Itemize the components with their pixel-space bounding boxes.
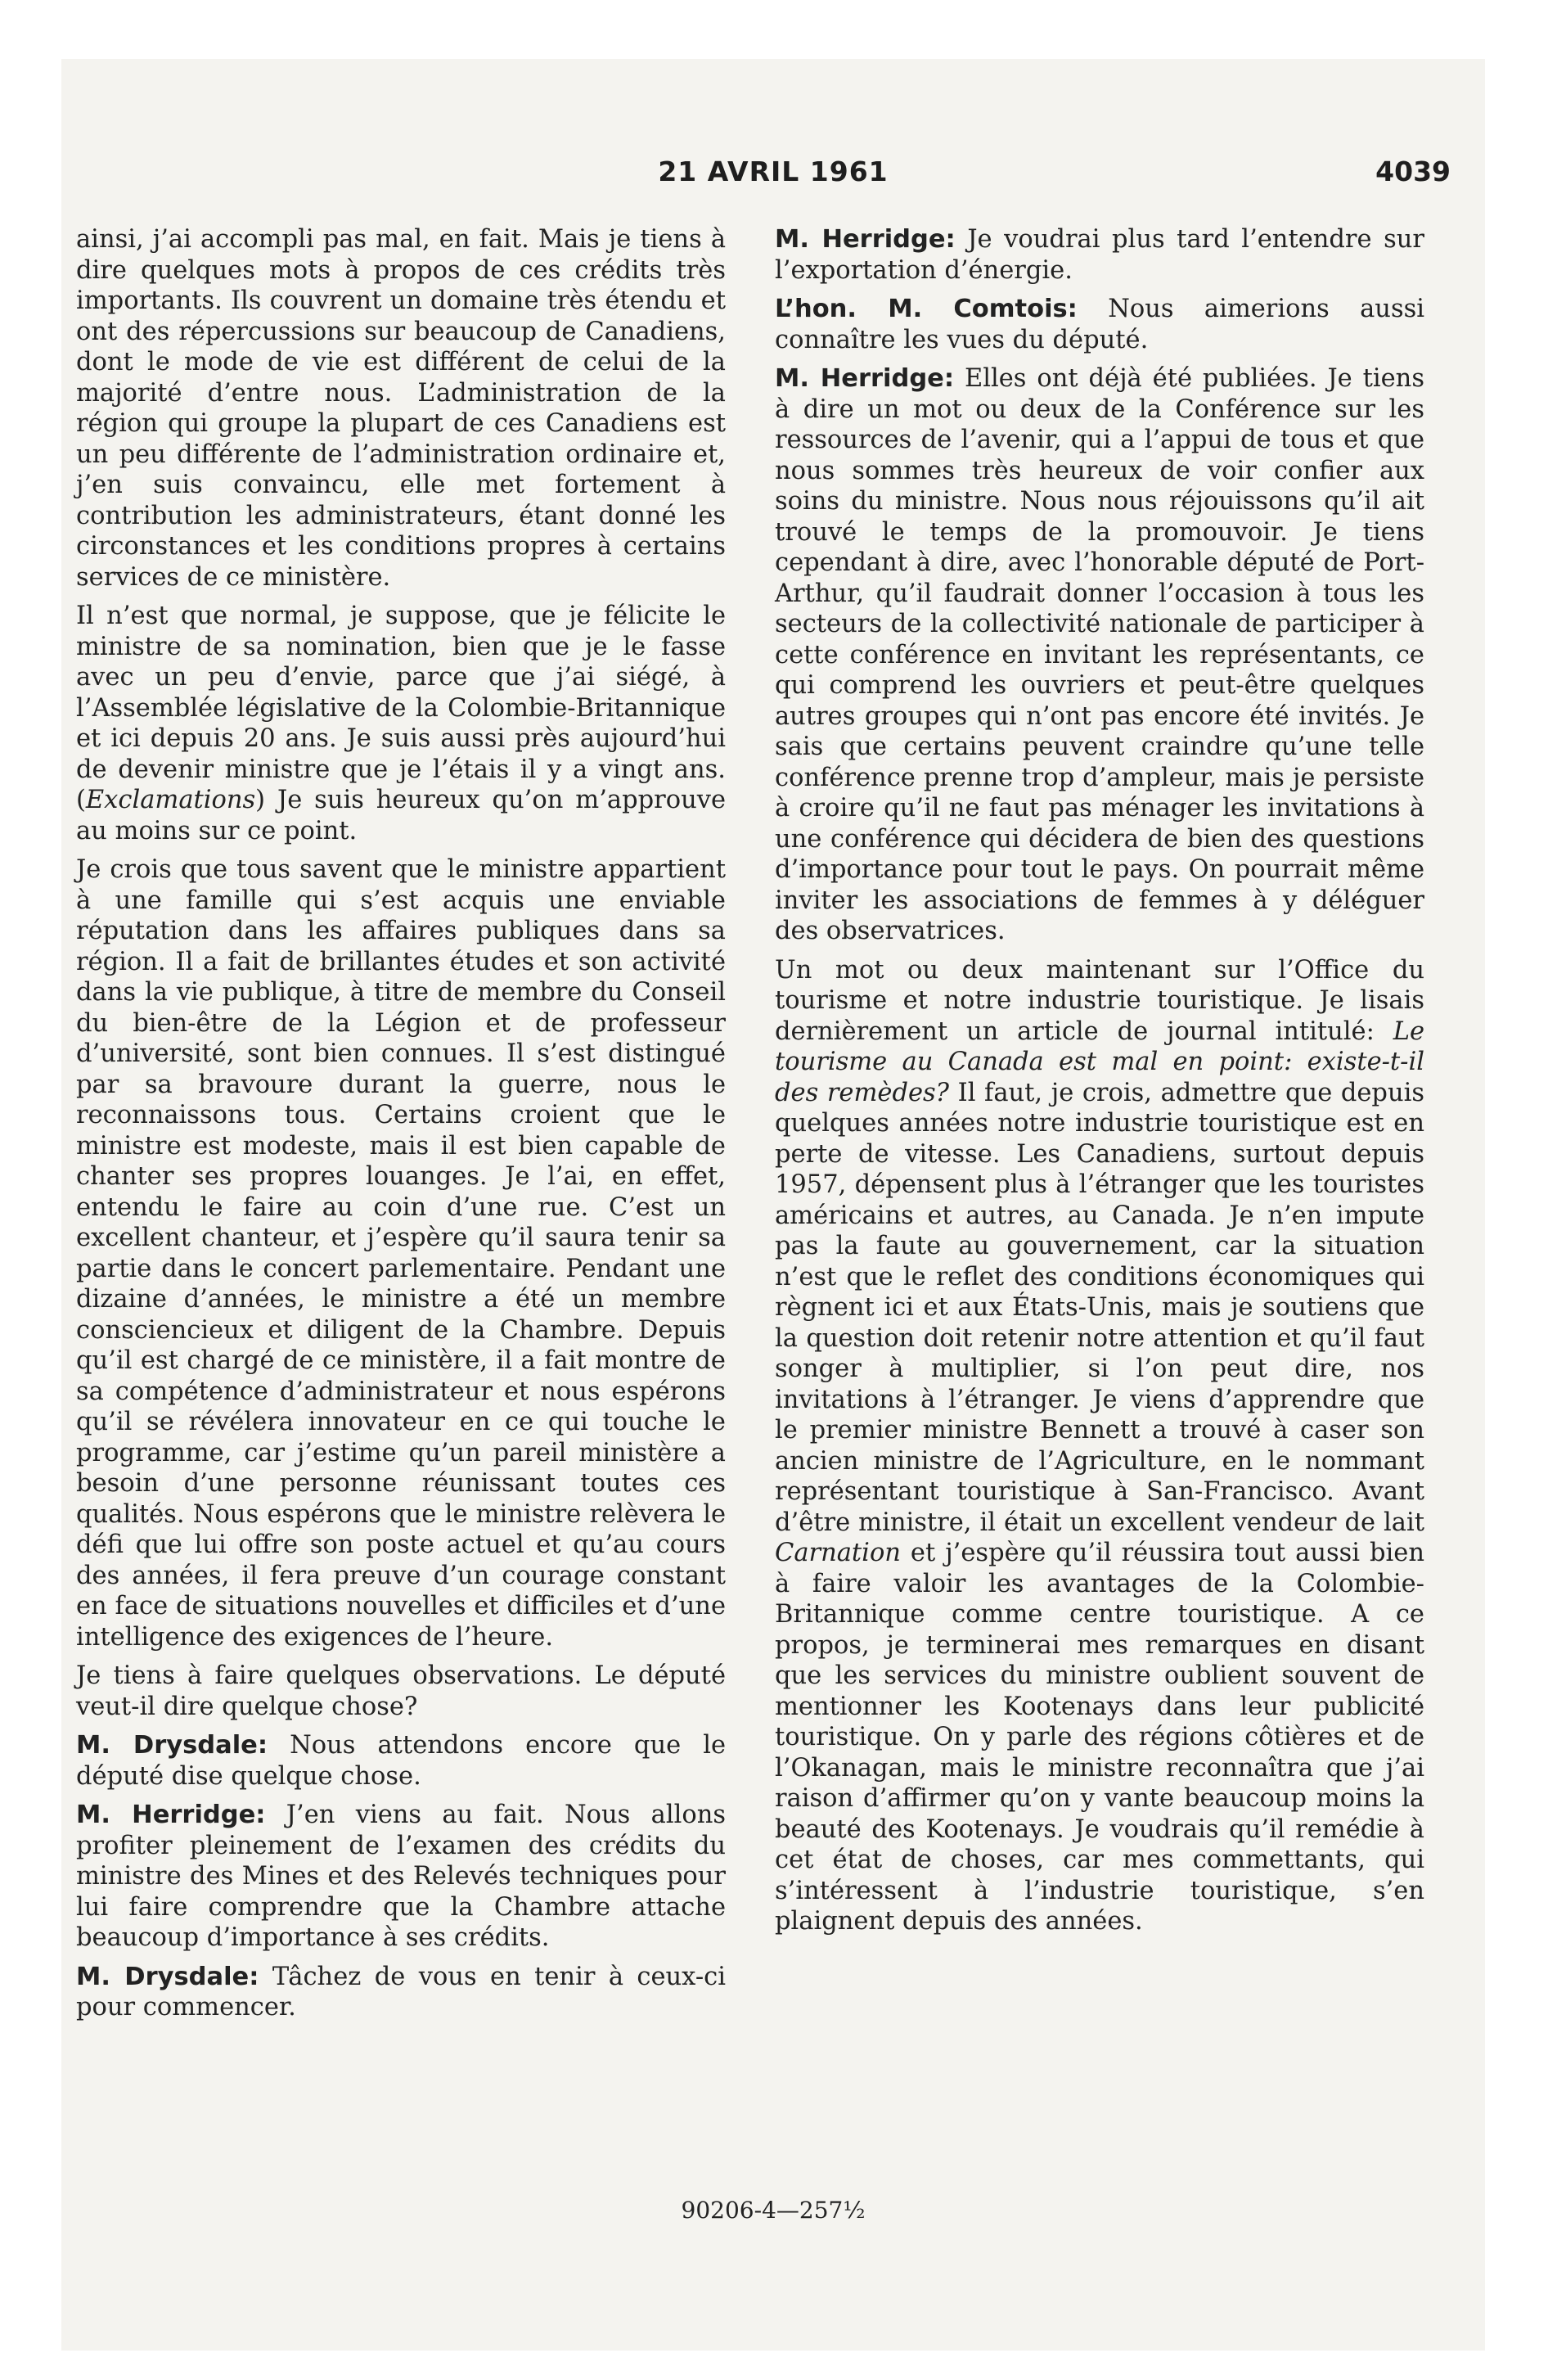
- speech: [775, 363, 1424, 947]
- speech: [76, 1962, 726, 2023]
- paragraph: ainsi, j’ai accompli pas mal, en fait. Mais je tiens à dire quelques mots à propos de ces crédits très importants. Ils couvrent un domaine très étendu et ont des répercussions sur beaucoup de Canadiens, dont le mode de vie est différent de celui de la majorité d’entre nous. L’administration de la région qui groupe la plupart de ces Canadiens est un peu différente de l’administration ordinaire et, j’en suis convaincu, elle met fortement à contribution les administrateurs, étant donné les circonstances et les conditions propres à certains services de ce ministère.: [76, 225, 726, 592]
- speaker-name: M. Herridge:: [775, 225, 956, 254]
- speech-text: Je voudrai plus tard l’entendre sur l’exportation d’énergie.: [775, 225, 1425, 285]
- speaker-name: M. Herridge:: [775, 364, 955, 393]
- speech: [76, 1800, 726, 1954]
- speech-text: J’en viens au fait. Nous allons profiter pleinement de l’examen des crédits du ministre des Mines et des Relevés techniques pour lui faire comprendre que la Chambre attache beaucoup d’importance à ses crédits.: [76, 1801, 726, 1952]
- page-header: [61, 156, 1485, 205]
- brand-name: Carnation: [775, 1539, 901, 1567]
- hansard-page: [61, 59, 1485, 2351]
- paragraph: Je tiens à faire quelques observations. Le député veut-il dire quelque chose?: [76, 1661, 726, 1721]
- speech: [76, 1730, 726, 1792]
- speaker-name: M. Drysdale:: [76, 1962, 259, 1991]
- text-run: Il n’est que normal, je suppose, que je félicite le ministre de sa nomination, bien que je le fasse avec un peu d’envie, parce que j’ai siégé, à l’Assemblée législative de la Colombie-Britannique et ici depuis 20 ans. Je suis aussi près aujourd’hui de devenir ministre que je l’étais il y a vingt ans. (: [76, 602, 726, 814]
- paragraph: [76, 601, 726, 846]
- page-number: 4039: [1375, 156, 1451, 187]
- italic-text: Exclamations: [85, 786, 256, 814]
- text-run: Il faut, je crois, admettre que depuis quelques années notre industrie touristique est en perte de vitesse. Les Canadiens, surtout depuis 1957, dépensent plus à l’étranger que les touristes américains et autres, au Canada. Je n’en impute pas la faute au gouvernement, car la situation n’est que le reflet des conditions économiques qui règnent ici et aux États-Unis, mais je soutiens que la question doit retenir notre attention et qu’il faut songer à multiplier, si l’on peut dire, nos invitations à l’étranger. Je viens d’apprendre que le premier ministre Bennett a trouvé à caser son ancien ministre de l’Agriculture, en le nommant représentant touristique à San-Francisco. Avant d’être ministre, il était un excellent vendeur de lait: [775, 1078, 1424, 1537]
- speech-text: Nous aimerions aussi connaître les vues du député.: [775, 295, 1424, 354]
- text-run: Un mot ou deux maintenant sur l’Office du tourisme et notre industrie touristique. Je lisais dernièrement un article de journal intitulé:: [775, 955, 1424, 1046]
- speech-text: Nous attendons encore que le député dise quelque chose.: [76, 1731, 727, 1791]
- speech: [775, 294, 1424, 355]
- speech-text: Tâchez de vous en tenir à ceux-ci pour commencer.: [76, 1962, 726, 2022]
- left-column: [76, 224, 726, 2031]
- speaker-name: L’hon. M. Comtois:: [775, 295, 1078, 323]
- article-title: Le tourisme au Canada est mal en point: existe-t-il des remèdes?: [775, 1016, 1424, 1107]
- speech-text: Elles ont déjà été publiées. Je tiens à dire un mot ou deux de la Conférence sur les ressources de l’avenir, qui a l’appui de tous et que nous sommes très heureux de voir confier aux soins du ministre. Nous nous réjouissons qu’il ait trouvé le temps de la promouvoir. Je tiens cependant à dire, avec l’honorable député de Port-Arthur, qu’il faudrait donner l’occasion à tous les secteurs de la collectivité nationale de participer à cette conférence en invitant les représentants, ce qui comprend les ouvriers et peut-être quelques autres groupes qui n’ont pas encore été invités. Je sais que certains peuvent craindre qu’une telle conférence prenne trop d’ampleur, mais je persiste à croire qu’il ne faut pas ménager les invitations à une conférence qui décidera de bien des questions d’importance pour tout le pays. On pourrait même inviter les associations de femmes à y déléguer des observatrices.: [775, 364, 1424, 945]
- paragraph: [775, 955, 1424, 1937]
- speaker-name: M. Herridge:: [76, 1801, 266, 1829]
- text-run: ) Je suis heureux qu’on m’approuve au moins sur ce point.: [76, 786, 726, 845]
- speaker-name: M. Drysdale:: [76, 1731, 268, 1760]
- paragraph: Je crois que tous savent que le ministre appartient à une famille qui s’est acquis une enviable réputation dans les affaires publiques dans sa région. Il a fait de brillantes études et son activité dans la vie publique, à titre de membre du Conseil du bien-être de la Légion et de professeur d’université, sont bien connues. Il s’est distingué par sa bravoure durant la guerre, nous le reconnaissons tous. Certains croient que le ministre est modeste, mais il est bien capable de chanter ses propres louanges. Je l’ai, en effet, entendu le faire au coin d’une rue. C’est un excellent chanteur, et j’espère qu’il saura tenir sa partie dans le concert parlementaire. Pendant une dizaine d’années, le ministre a été un membre consciencieux et diligent de la Chambre. Depuis qu’il est chargé de ce ministère, il a fait montre de sa compétence d’administrateur et nous espérons qu’il se révélera innovateur en ce qui touche le programme, car j’estime qu’un pareil ministère a besoin d’une personne réunissant toutes ces qualités. Nous espérons que le ministre relèvera le défi que lui offre son poste actuel et qu’au cours des années, il fera preuve d’un courage constant en face de situations nouvelles et difficiles et d’une intelligence des exigences de l’heure.: [76, 855, 726, 1652]
- page-date: 21 AVRIL 1961: [658, 156, 889, 187]
- page-footer-code: 90206-4—257½: [681, 2197, 866, 2224]
- right-column: [775, 224, 1424, 1945]
- text-run: et j’espère qu’il réussira tout aussi bien à faire valoir les avantages de la Colombie-Britannique comme centre touristique. A ce propos, je terminerai mes remarques en disant que les services du ministre oublient souvent de mentionner les Kootenays dans leur publicité touristique. On y parle des régions côtières et de l’Okanagan, mais le ministre reconnaîtra que j’ai raison d’affirmer qu’on y vante beaucoup moins la beauté des Kootenays. Je voudrais qu’il remédie à cet état de choses, car mes commettants, qui s’intéressent à l’industrie touristique, s’en plaignent depuis des années.: [775, 1539, 1424, 1936]
- speech: [775, 224, 1424, 286]
